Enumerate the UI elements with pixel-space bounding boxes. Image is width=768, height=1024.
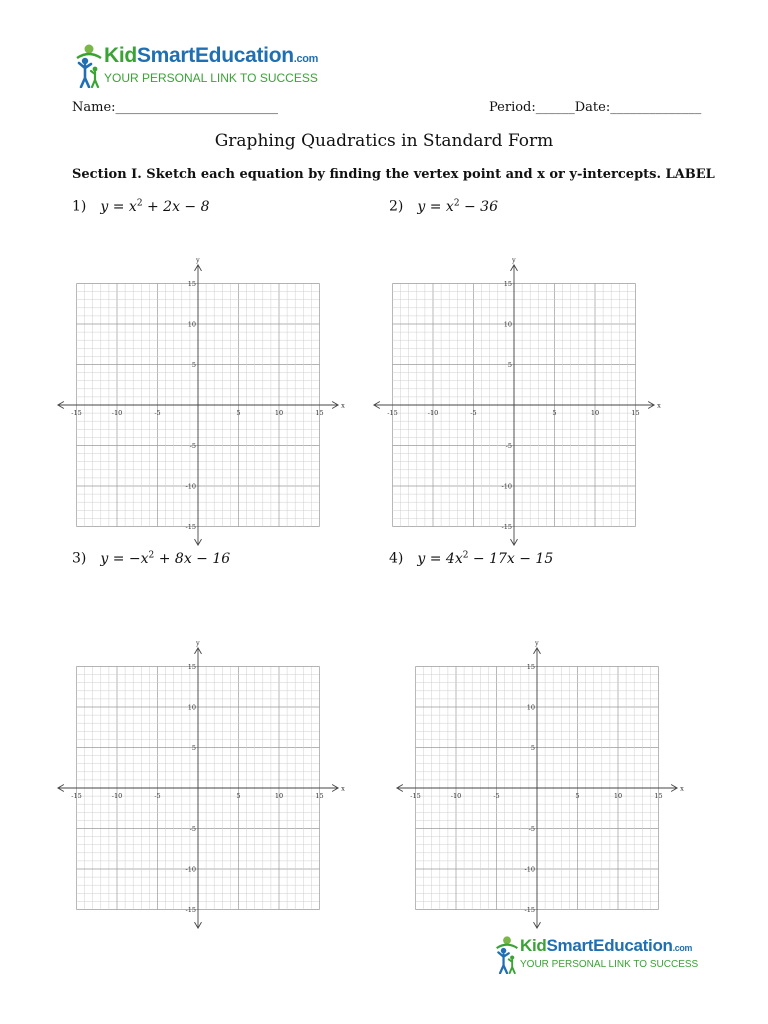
y-tick-label: -15: [185, 905, 196, 914]
x-tick-label: 15: [654, 792, 663, 800]
x-tick-label: 5: [552, 409, 557, 417]
y-tick-label: -5: [189, 441, 196, 450]
x-tick-label: 10: [613, 792, 623, 800]
x-tick-label: -10: [111, 409, 123, 417]
section-instructions: Section I. Sketch each equation by finding the vertex point and x or y-intercepts. LABEL: [72, 167, 715, 182]
y-tick-label: -5: [505, 441, 512, 450]
problem-4: 4) $y = 4x^2 - 17x - 15$: [389, 550, 554, 567]
y-axis-label: y: [196, 638, 200, 647]
x-tick-label: -15: [71, 409, 82, 417]
y-tick-label: -5: [528, 824, 535, 833]
y-tick-label: 5: [191, 360, 196, 369]
y-tick-label: -15: [501, 522, 512, 531]
x-tick-label: -5: [154, 409, 161, 417]
y-tick-label: 5: [507, 360, 512, 369]
y-tick-label: 10: [503, 320, 512, 329]
y-tick-label: -10: [185, 865, 196, 874]
y-tick-label: 15: [187, 662, 196, 671]
x-tick-label: -5: [470, 409, 477, 417]
y-axis-label: y: [535, 638, 539, 647]
x-tick-label: -15: [71, 792, 82, 800]
worksheet-title: Graphing Quadratics in Standard Form: [214, 131, 554, 151]
y-tick-label: 15: [187, 279, 196, 288]
logo-tagline: YOUR PERSONAL LINK TO SUCCESS: [104, 71, 318, 85]
y-tick-label: -10: [501, 482, 512, 491]
logo-tagline: YOUR PERSONAL LINK TO SUCCESS: [520, 959, 699, 970]
x-tick-label: -5: [493, 792, 500, 800]
y-tick-label: -15: [185, 522, 196, 531]
y-tick-label: -10: [524, 865, 535, 874]
y-tick-label: -10: [185, 482, 196, 491]
period-date-field-line: Period:______Date:______________: [489, 100, 702, 115]
y-tick-label: 10: [187, 320, 196, 329]
x-tick-label: -10: [427, 409, 439, 417]
y-tick-label: 5: [191, 743, 196, 752]
x-axis-label: x: [341, 401, 345, 410]
name-field-line: Name:_________________________: [72, 100, 279, 115]
x-axis-label: x: [341, 784, 345, 793]
problem-3: 3) $y = -x^2 + 8x - 16$: [72, 550, 231, 567]
logo-figure-icon: [494, 936, 520, 974]
y-axis-label: y: [512, 255, 516, 264]
x-tick-label: -15: [410, 792, 421, 800]
x-tick-label: 10: [274, 409, 284, 417]
x-axis-label: x: [657, 401, 661, 410]
y-axis-label: y: [196, 255, 200, 264]
x-axis-label: x: [680, 784, 684, 793]
x-tick-label: -10: [111, 792, 123, 800]
x-tick-label: -5: [154, 792, 161, 800]
y-tick-label: 15: [503, 279, 512, 288]
x-tick-label: 5: [575, 792, 580, 800]
y-tick-label: 10: [187, 703, 196, 712]
x-tick-label: 15: [631, 409, 640, 417]
problem-2: 2) $y = x^2 - 36$: [389, 198, 498, 215]
y-tick-label: -5: [189, 824, 196, 833]
x-tick-label: 5: [236, 409, 241, 417]
logo-brand-text: KidSmartEducation.com: [520, 936, 693, 955]
x-tick-label: -15: [387, 409, 398, 417]
problem-1: 1) $y = x^2 + 2x - 8$: [72, 198, 210, 215]
y-tick-label: 5: [530, 743, 535, 752]
x-tick-label: 15: [315, 409, 324, 417]
y-tick-label: 15: [526, 662, 535, 671]
logo-bottom: [494, 936, 698, 974]
x-tick-label: 15: [315, 792, 324, 800]
logo-brand-text: KidSmartEducation.com: [104, 44, 319, 67]
x-tick-label: 5: [236, 792, 241, 800]
y-tick-label: 10: [526, 703, 535, 712]
x-tick-label: -10: [450, 792, 462, 800]
x-tick-label: 10: [274, 792, 284, 800]
y-tick-label: -15: [524, 905, 535, 914]
x-tick-label: 10: [590, 409, 600, 417]
